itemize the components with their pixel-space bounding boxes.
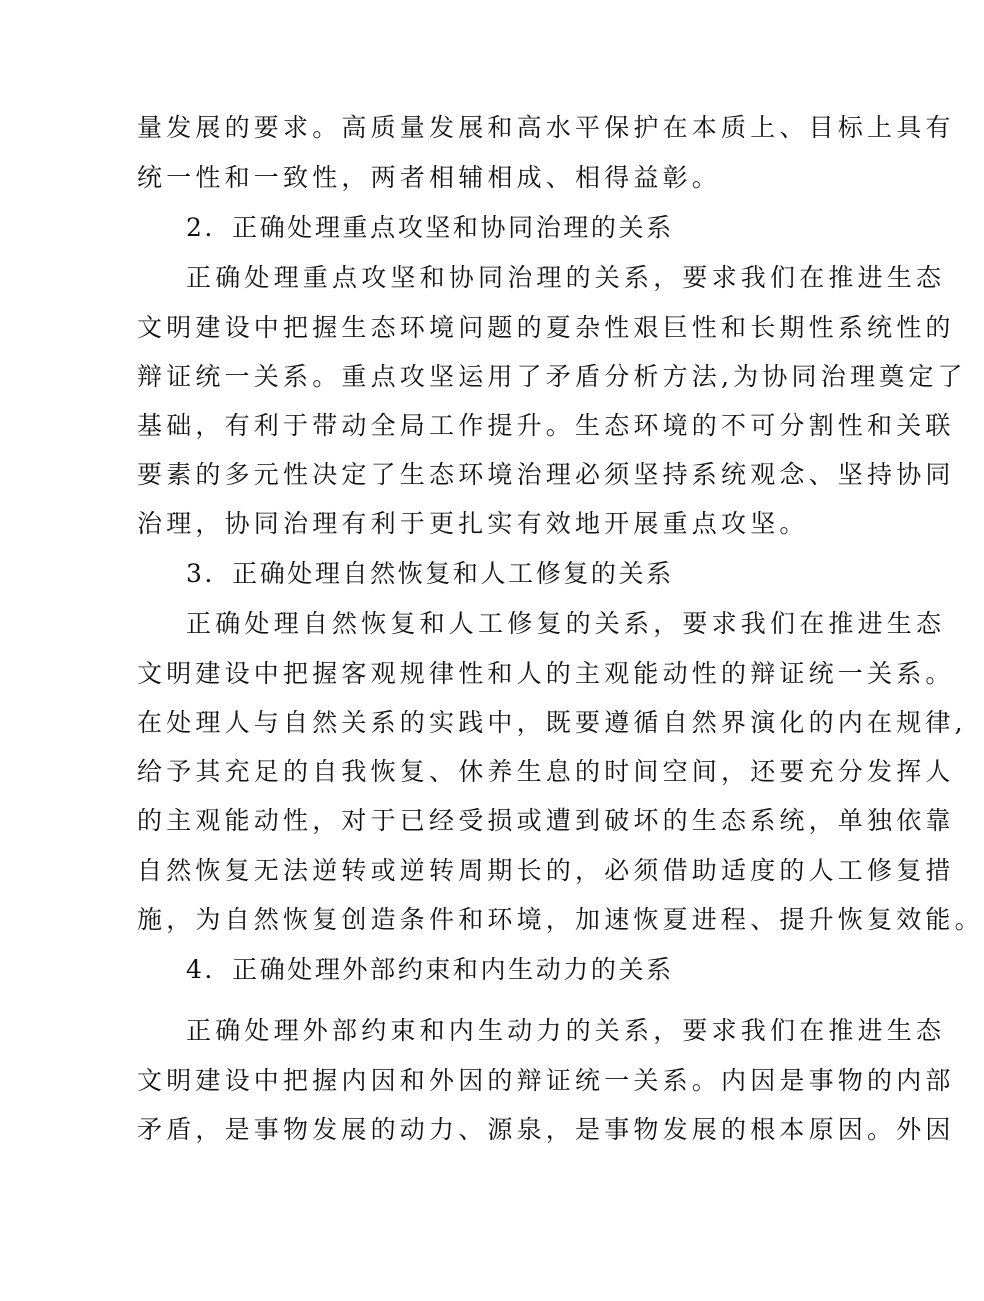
paragraph-line: 辩证统一关系。重点攻坚运用了矛盾分析方法,为协同治理奠定了 — [137, 362, 967, 391]
paragraph-line: 量发展的要求。高质量发展和高水平保护在本质上、目标上具有 — [137, 113, 955, 142]
paragraph-line: 要素的多元性决定了生态环境治理必须坚持系统观念、坚持协同 — [137, 460, 955, 489]
paragraph-line: 治理，协同治理有利于更扎实有效地开展重点攻坚。 — [137, 509, 809, 538]
paragraph-line: 统一性和一致性，两者相辅相成、相得益彰。 — [137, 163, 722, 192]
paragraph-line: 文明建设中把握内因和外因的辩证统一关系。内因是事物的内部 — [137, 1066, 955, 1095]
paragraph-line: 自然恢复无法逆转或逆转周期长的，必须借助适度的人工修复措 — [137, 856, 955, 885]
paragraph-line: 给予其充足的自我恢复、休养生息的时间空间，还要充分发挥人 — [137, 757, 955, 786]
paragraph-line: 矛盾，是事物发展的动力、源泉，是事物发展的根本原因。外因 — [137, 1115, 955, 1144]
paragraph-line: 施，为自然恢复创造条件和环境，加速恢夏进程、提升恢复效能。 — [137, 905, 984, 934]
paragraph-line: 基础，有利于带动全局工作提升。生态环境的不可分割性和关联 — [137, 411, 955, 440]
section-heading-3: 3．正确处理自然恢复和人工修复的关系 — [186, 559, 674, 588]
paragraph-line: 正确处理外部约束和内生动力的关系，要求我们在推进生态 — [186, 1016, 946, 1045]
paragraph-line: 正确处理重点攻坚和协同治理的关系，要求我们在推进生态 — [186, 263, 946, 292]
section-heading-2: 2．正确处理重点攻坚和协同治理的关系 — [186, 213, 674, 242]
section-heading-4: 4．正确处理外部约束和内生动力的关系 — [186, 955, 674, 984]
paragraph-line: 文明建设中把握客观规律性和人的主观能动性的辩证统一关系。 — [137, 659, 955, 688]
paragraph-line: 文明建设中把握生态环境问题的夏杂性艰巨性和长期性系统性的 — [137, 313, 955, 342]
paragraph-line: 正确处理自然恢复和人工修复的关系，要求我们在推进生态 — [186, 609, 946, 638]
paragraph-line: 在处理人与自然关系的实践中，既要遵循自然界演化的内在规律, — [137, 708, 967, 737]
paragraph-line: 的主观能动性，对于已经受损或遭到破坏的生态系统，单独依靠 — [137, 806, 955, 835]
